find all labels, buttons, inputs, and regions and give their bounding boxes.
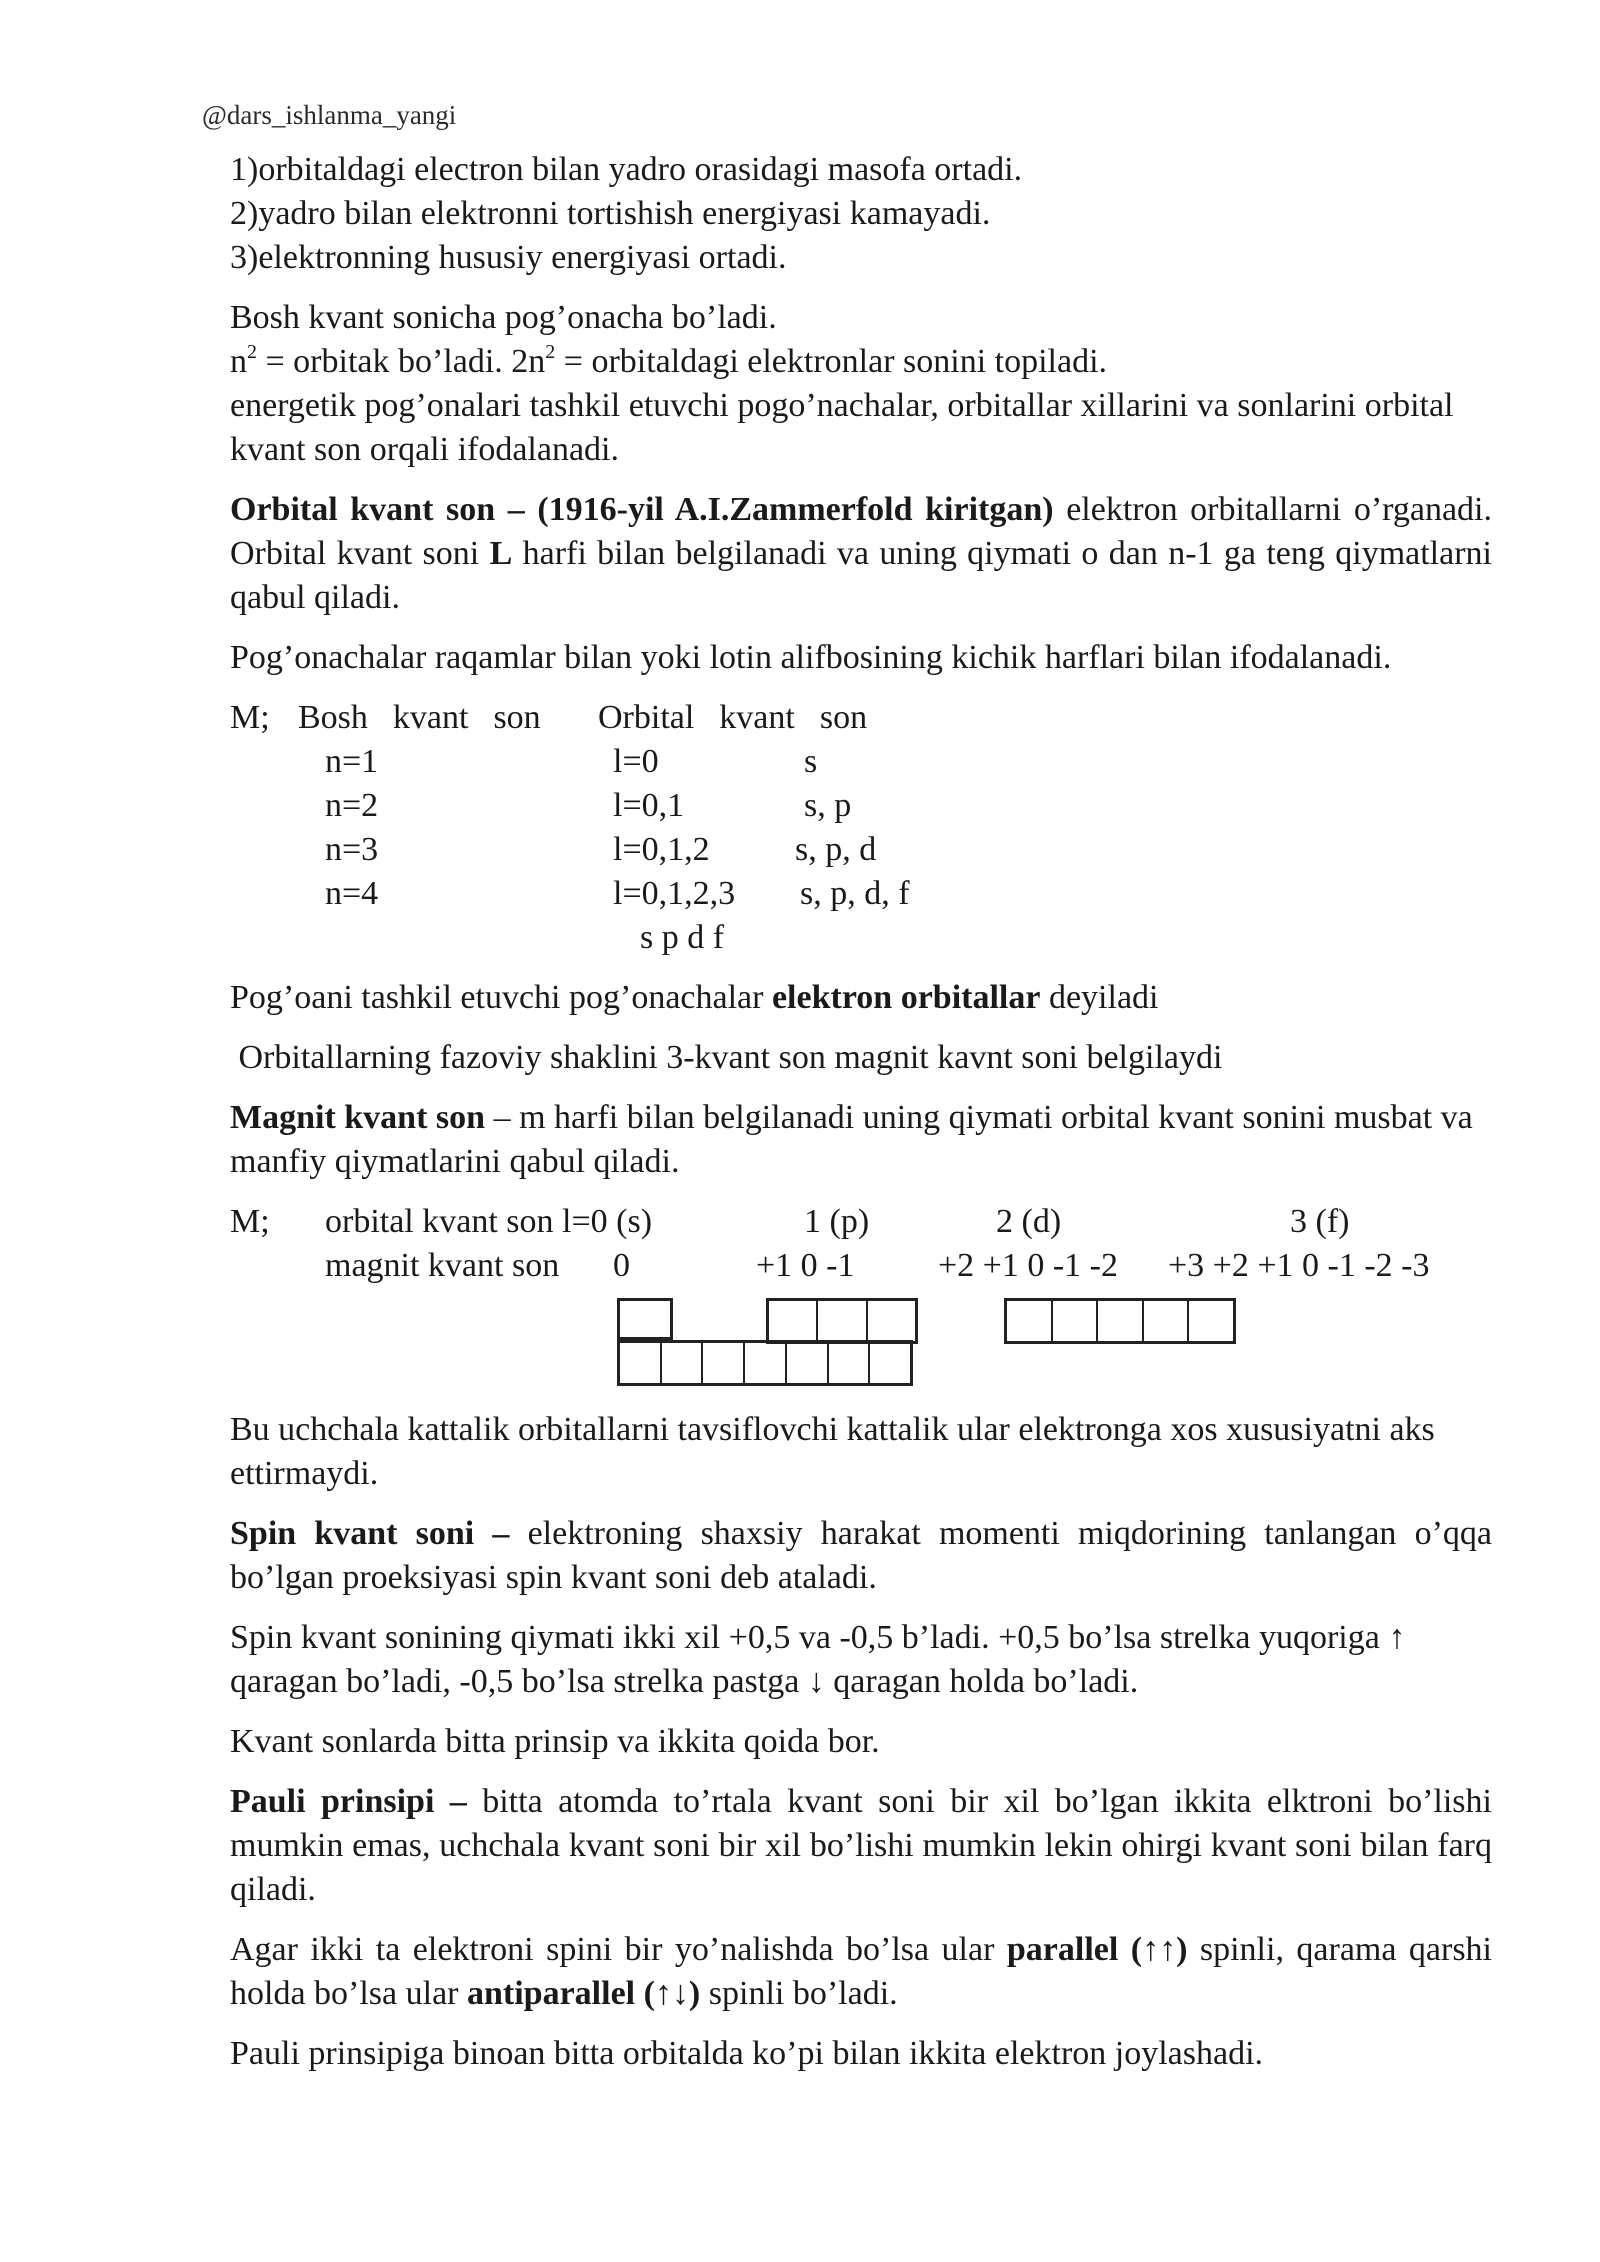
magnit-row-label: magnit kvant son	[325, 1247, 560, 1284]
cell-sub: s	[804, 743, 818, 780]
magnit-d-values: +2 +1 0 -1 -2	[938, 1247, 1118, 1284]
paragraph-bosh-kvant	[230, 296, 1492, 472]
paragraph-text: – m harfi bilan belgilanadi uning qiymati orbital kvant sonini musbat va manfiy qiymatlarini qabul qiladi.	[230, 1099, 1473, 1180]
example-prefix: M;	[230, 1203, 270, 1240]
term-bold: antiparallel (↑↓)	[467, 1975, 701, 2012]
paragraph-text: Agar ikki ta elektroni spini bir yo’nalishda bo’lsa ular	[230, 1931, 1007, 1968]
cell-l: l=0,1,2,3	[613, 875, 736, 912]
orbital-cell	[870, 1343, 910, 1383]
cell-n: n=1	[325, 743, 379, 780]
cell-n: n=3	[325, 831, 379, 868]
superscript: 2	[545, 340, 556, 363]
column-header-bosh: Bosh kvant son	[298, 699, 541, 736]
numbered-list	[230, 148, 1492, 280]
term-bold: Magnit kvant son	[230, 1099, 486, 1136]
formula-text: = orbitaldagi elektronlar sonini topiladi.	[555, 343, 1108, 380]
watermark: @dars_ishlanma_yangi	[202, 100, 457, 130]
paragraph-last: Pauli prinsipiga binoan bitta orbitalda ko’pi bilan ikkita elektron joylashadi.	[230, 2035, 1264, 2072]
orbital-cell	[745, 1343, 787, 1383]
orbital-cell	[829, 1343, 871, 1383]
paragraph-text: energetik pog’onalari tashkil etuvchi pogo’nachalar, orbitallar xillarini va sonlarini orbital kvant son orqali ifodalanadi.	[230, 387, 1454, 468]
orbital-cell	[818, 1301, 867, 1341]
paragraph-pauli	[230, 1780, 1492, 1912]
column-header-orbital: Orbital kvant son	[598, 699, 868, 736]
orbital-box-s	[617, 1298, 673, 1340]
orbital-box-f	[617, 1340, 913, 1386]
paragraph-orbital-kvant	[230, 488, 1492, 620]
orbital-cell	[1098, 1301, 1144, 1341]
orbital-cell	[662, 1343, 704, 1383]
orbital-cell	[868, 1301, 915, 1341]
paragraph-text: harfi bilan belgilanadi va uning qiymati o dan n-1 ga teng qiymatlarni qabul qiladi.	[230, 535, 1492, 616]
paragraph-text: elektroning shaxsiy harakat momenti miqdorining tanlangan o’qqa bo’lgan proeksiyasi spin kvant soni deb ataladi.	[230, 1515, 1492, 1596]
superscript: 2	[247, 340, 257, 363]
term-bold: parallel (↑↑)	[1006, 1931, 1188, 1968]
orbital-p-label: 1 (p)	[804, 1203, 870, 1240]
cell-n: n=4	[325, 875, 379, 912]
orbital-f-label: 3 (f)	[1290, 1203, 1350, 1240]
paragraph-parallel	[230, 1928, 1492, 2016]
cell-l: l=0	[613, 743, 659, 780]
kvant-son-table	[230, 696, 1492, 960]
paragraph-pogonachalar: Pog’onachalar raqamlar bilan yoki lotin alifbosining kichik harflari bilan ifodalanadi.	[230, 639, 1392, 676]
cell-sub: s, p	[804, 787, 852, 824]
orbital-cell	[1053, 1301, 1099, 1341]
example-prefix: M;	[230, 699, 270, 736]
paragraph-elektron-orbitallar	[230, 976, 1492, 1020]
list-item: 2)yadro bilan elektronni tortishish energiyasi kamayadi.	[230, 195, 991, 232]
term-bold: Orbital kvant son – (1916-yil A.I.Zammerfold kiritgan)	[230, 491, 1054, 528]
cell-l: l=0,1,2	[613, 831, 710, 868]
term-bold: Spin kvant soni –	[230, 1515, 510, 1552]
orbital-cell	[1189, 1301, 1233, 1341]
paragraph-text: bitta atomda to’rtala kvant soni bir xil bo’lgan ikkita elktroni bo’lishi mumkin emas, uchchala kvant soni bir xil bo’lishi mumkin lekin ohirgi kvant soni bilan farq qiladi.	[230, 1783, 1492, 1908]
paragraph-text: Bosh kvant sonicha pog’onacha bo’ladi.	[230, 299, 777, 336]
orbital-cell	[1144, 1301, 1190, 1341]
paragraph-spin-value: Spin kvant sonining qiymati ikki xil +0,5 va -0,5 b’ladi. +0,5 bo’lsa strelka yuqoriga ↑ qaragan bo’ladi, -0,5 bo’lsa strelka pastga ↓ qaragan holda bo’ladi.	[230, 1619, 1406, 1700]
magnit-p-values: +1 0 -1	[756, 1247, 855, 1284]
orbital-box-p	[766, 1298, 918, 1344]
paragraph-text: elektron orbitallarni o’rganadi. Orbital kvant soni	[230, 491, 1492, 572]
formula-text: = orbitak bo’ladi. 2n	[257, 343, 546, 380]
term-bold: elektron orbitallar	[771, 979, 1041, 1016]
cell-sub: s, p, d	[795, 831, 877, 868]
cell-sub: s, p, d, f	[800, 875, 910, 912]
paragraph-spin-kvant	[230, 1512, 1492, 1600]
magnit-f-values: +3 +2 +1 0 -1 -2 -3	[1168, 1247, 1430, 1284]
orbital-cell	[787, 1343, 829, 1383]
cell-l: l=0,1	[613, 787, 685, 824]
orbital-cell	[1007, 1301, 1053, 1341]
orbital-cell	[620, 1343, 662, 1383]
orbital-cell	[620, 1301, 670, 1337]
paragraph-text: spinli, qarama qarshi holda bo’lsa ular	[230, 1931, 1493, 2012]
formula-text: n	[230, 343, 247, 380]
orbital-cell	[703, 1343, 745, 1383]
orbital-d-label: 2 (d)	[996, 1203, 1062, 1240]
document-body	[230, 148, 1492, 2076]
orbital-box-d	[1004, 1298, 1236, 1344]
cell-n: n=2	[325, 787, 379, 824]
magnit-s-values: 0	[613, 1247, 630, 1284]
paragraph-magnit-kvant	[230, 1096, 1492, 1184]
formula-line	[230, 340, 1492, 384]
paragraph-text: spinli bo’ladi.	[700, 1975, 898, 2012]
paragraph-text: deyiladi	[1040, 979, 1159, 1016]
orbital-cell	[769, 1301, 818, 1341]
orbital-row-label: orbital kvant son l=0 (s)	[325, 1203, 653, 1240]
paragraph-uchchala: Bu uchchala kattalik orbitallarni tavsiflovchi kattalik ular elektronga xos xususiyatni aks ettirmaydi.	[230, 1411, 1435, 1492]
paragraph-text: Pog’oani tashkil etuvchi pog’onachalar	[230, 979, 772, 1016]
symbol-bold: L	[489, 535, 513, 572]
list-item: 3)elektronning hususiy energiyasi ortadi.	[230, 239, 787, 276]
list-item: 1)orbitaldagi electron bilan yadro orasidagi masofa ortadi.	[230, 151, 1023, 188]
paragraph-prinsip: Kvant sonlarda bitta prinsip va ikkita qoida bor.	[230, 1723, 880, 1760]
paragraph-fazoviy: Orbitallarning fazoviy shaklini 3-kvant son magnit kavnt soni belgilaydi	[230, 1039, 1223, 1076]
magnit-kvant-table	[230, 1200, 1492, 1392]
sublevel-letters: s p d f	[640, 919, 725, 956]
term-bold: Pauli prinsipi –	[230, 1783, 467, 1820]
